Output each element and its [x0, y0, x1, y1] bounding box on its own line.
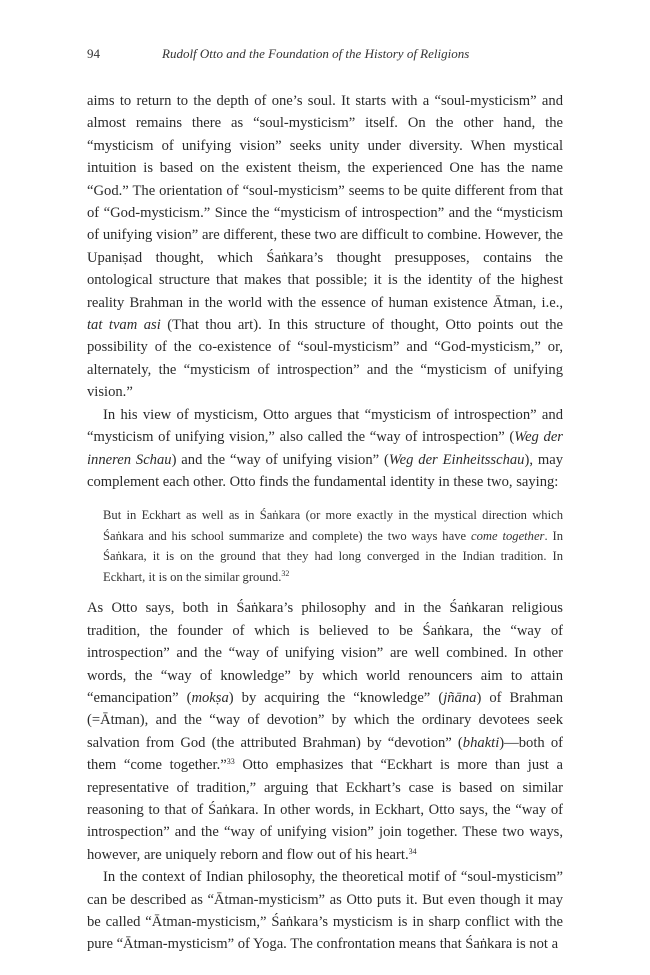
italic-term: come together [471, 528, 545, 543]
italic-term: bhakti [462, 734, 500, 751]
paragraph [87, 404, 563, 494]
text-run: In the context of Indian philosophy, the theoretical motif of “soul-mysticism” can be described as “Ātman-mysticism” as Otto puts it. But even though it may be called “Ātman-mysticism,” Śaṅkara’s mysticism is in sharp conflict with the pure “Ātman-mysticism” of Yoga. The confrontation means that Śaṅkara is not a [87, 869, 563, 953]
text-run: aims to return to the depth of one’s soul. It starts with a “soul-mysticism” and almost remains there as “soul-mysticism” itself. On the other hand, the “mysticism of unifying vision” seeks unity under diversity. When mystical intuition is based on the existent theism, the experienced One has the name “God.” The orientation of “soul-mysticism” seems to be quite different from that of “God-mysticism.” Since the “mysticism of introspection” and the “mysticism of unifying vision” are different, these two are difficult to combine. However, the Upaniṣad thought, which Śaṅkara’s thought presupposes, contains the ontological structure that makes that possible; it is the identity of the highest reality Brahman in the world with the essence of human existence Ātman, i.e., [87, 93, 563, 311]
block-quote [103, 505, 563, 587]
text-run: ) of Brahman (=Ātman), and the “way of devotion” by which the ordinary devotees seek salvation from God (the attributed Brahman) by “devotion” ( [87, 689, 564, 751]
running-head [87, 46, 563, 66]
italic-term: tat tvam asi [87, 317, 161, 334]
text-run: As Otto says, both in Śaṅkara’s philosophy and in the Śaṅkaran religious tradition, the founder of which is believed to be Śaṅkara, the “way of introspection” and the “way of unifying vision” are well combined. In other words, the “way of knowledge” by which world renouncers aim to attain “emancipation” ( [87, 600, 563, 706]
footnote-marker[interactable]: 33 [226, 757, 235, 767]
text-run: Otto emphasizes that “Eckhart is more than just a representative of tradition,” arguing that Eckhart’s case is based on similar reasoning to that of Śaṅkara. In other words, in Eckhart, Otto says, the “way of introspection” and the “way of unifying vision” join together. These two ways, however, are uniquely reborn and flow out of his heart. [87, 757, 563, 863]
text-run: )—both of them “come together.” [87, 734, 563, 774]
text-run: ) by acquiring the “knowledge” ( [228, 689, 444, 706]
text-run: But in Eckhart as well as in Śaṅkara (or more exactly in the mystical direction which Śaṅkara and his school summarize and complete) the two ways have [103, 508, 563, 543]
text-run: ), may complement each other. Otto finds the fundamental identity in these two, saying: [87, 451, 563, 490]
italic-term: mokṣa [191, 689, 229, 706]
footnote-marker[interactable]: 32 [281, 568, 290, 578]
text-run: . In Śaṅkara, it is on the ground that they had long converged in the Indian tradition. In Eckhart, it is on the similar ground. [103, 528, 563, 584]
paragraph [87, 90, 563, 404]
italic-term: jñāna [443, 689, 477, 706]
footnote-marker[interactable]: 34 [408, 846, 417, 856]
italic-term: Weg der Einheitsschau [388, 451, 525, 468]
italic-term: Weg der inneren Schau [87, 429, 563, 468]
page-number: 94 [87, 46, 100, 61]
text-run: (That thou art). In this structure of thought, Otto points out the possibility of the co-existence of “soul-mysticism” and “God-mysticism,” or, alternately, the “mysticism of introspection” and the “mysticism of unifying vision.” [87, 317, 563, 401]
text-run: ) and the “way of unifying vision” ( [171, 451, 389, 468]
paragraph [87, 866, 563, 956]
running-title: Rudolf Otto and the Foundation of the History of Religions [162, 46, 470, 61]
text-run: In his view of mysticism, Otto argues that “mysticism of introspection” and “mysticism of unifying vision,” also called the “way of introspection” ( [87, 406, 563, 446]
body-text [87, 90, 563, 956]
paragraph [87, 597, 563, 866]
